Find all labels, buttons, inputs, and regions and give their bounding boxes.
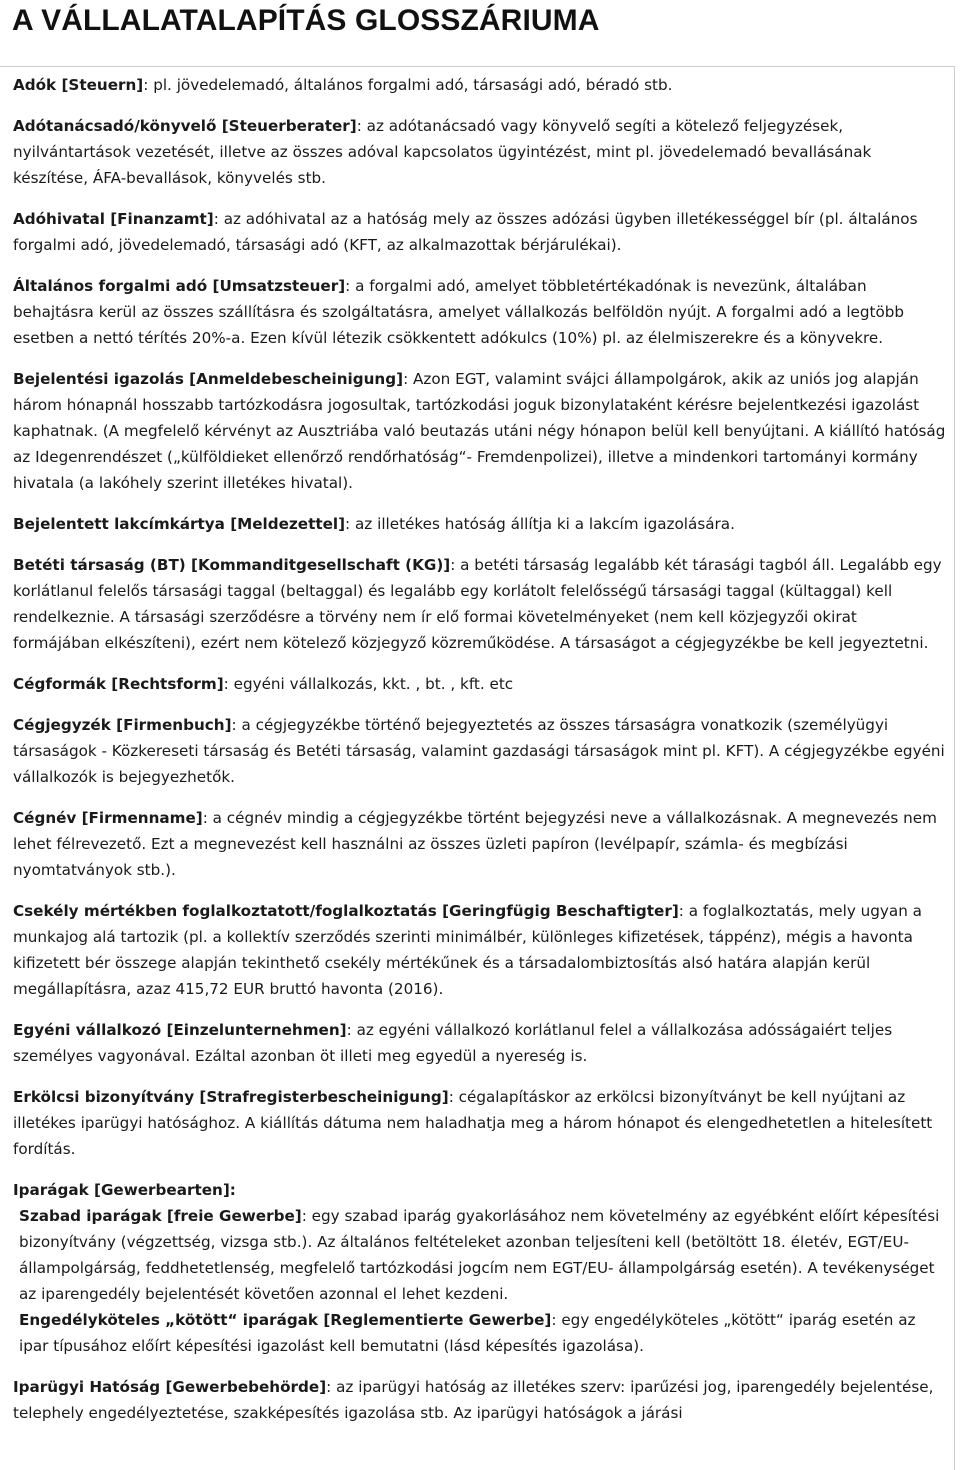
glossary-entry: [13, 1084, 948, 1162]
entry-definition: : az egyéni vállalkozó korlátlanul felel a vállalkozása adósságaiért teljes személyes vagyonával. Ezáltal azonban öt illeti meg egyedül a nyereség is.: [13, 1021, 893, 1065]
entry-term: Erkölcsi bizonyítvány [Strafregisterbescheinigung]: [13, 1088, 449, 1106]
entry-term: Cégformák [Rechtsform]: [13, 675, 224, 693]
entry-definition: : a betéti társaság legalább két tárasági tagból áll. Legalább egy korlátlanul felelős társasági taggal (beltaggal) és legalább egy korlátolt felelősségű társasági taggal (kültaggal) kell rendelkeznie. A társasági szerződésre a törvény nem ír elő formai követelményeket (nem kell közjegyzői okirat formájában elkészíteni), ezért nem kötelező közjegyző közreműködése. A társaságot a cégjegyzékbe be kell jegyeztetni.: [13, 556, 942, 652]
entry-term: Betéti társaság (BT) [Kommanditgesellschaft (KG)]: [13, 556, 451, 574]
entry-term: Bejelentett lakcímkártya [Meldezettel]: [13, 515, 346, 533]
entry-definition: : Azon EGT, valamint svájci állampolgárok, akik az uniós jog alapján három hónapnál hosszabb tartózkodásra jogosultak, tartózkodási joguk bizonylataként kérésre bejelentkezési igazolást kaphatnak. (A megfelelő kérvényt az Ausztriába való beutazás utáni négy hónapon belül kell benyújtani. A kiállító hatóság az Idegenrendészet („külföldieket ellenőrző rendőrhatóság“- Fremdenpolizei), illetve a mindenkori tartományi kormány hivatala (a lakóhely szerint illetékes hivatal).: [13, 370, 946, 492]
entry-definition: : cégalapításkor az erkölcsi bizonyítványt be kell nyújtani az illetékes iparügyi hatósághoz. A kiállítás dátuma nem haladhatja meg a három hónapot és elengedhetetlen a hitelesített fordítás.: [13, 1088, 933, 1158]
entry-term: Szabad iparágak [freie Gewerbe]: [19, 1207, 302, 1225]
entry-term: Bejelentési igazolás [Anmeldebescheinigung]: [13, 370, 404, 388]
glossary-entry: [13, 206, 948, 258]
entry-definition: : az iparügyi hatóság az illetékes szerv: iparűzési jog, iparengedély bejelentése, telephely engedélyeztetése, szakképesítés igazolása stb. Az iparügyi hatóságok a járási: [13, 1378, 934, 1422]
entry-term: Cégnév [Firmenname]: [13, 809, 203, 827]
entry-term: Adóhivatal [Finanzamt]: [13, 210, 214, 228]
entry-definition: : az illetékes hatóság állítja ki a lakcím igazolására.: [345, 515, 735, 533]
glossary-entry: [13, 366, 948, 496]
entry-definition: : a foglalkoztatás, mely ugyan a munkajog alá tartozik (pl. a kollektív szerződés szerinti minimálbér, különleges kifizetések, táppénz), mégis a havonta kifizetett bér összege alapján tekinthető csekély mértékűnek és a társadalombiztosítás alsó határa alapján kerül megállapításra, azaz 415,72 EUR bruttó havonta (2016).: [13, 902, 922, 998]
sub-entry: [13, 1203, 948, 1307]
entry-definition: : pl. jövedelemadó, általános forgalmi adó, társasági adó, béradó stb.: [143, 76, 673, 94]
entry-definition: : egyéni vállalkozás, kkt. , bt. , kft. etc: [223, 675, 514, 693]
glossary-entry: [13, 1374, 948, 1426]
glossary-entry: [13, 898, 948, 1002]
entry-definition: : a forgalmi adó, amelyet többletértékadónak is nevezünk, általában behajtásra kerül az összes szállításra és szolgáltatásra, amelyet vállalkozás belföldön nyújt. A forgalmi adó a legtöbb esetben a nettó térítés 20%-a. Ezen kívül létezik csökkentett adókulcs (10%) pl. az élelmiszerekre és a könyvekre.: [13, 277, 905, 347]
page-title: A VÁLLALATALAPÍTÁS GLOSSZÁRIUMA: [12, 4, 600, 37]
entry-definition: : az adóhivatal az a hatóság mely az összes adózási ügyben illetékességgel bír (pl. általános forgalmi adó, jövedelemadó, társasági adó (KFT, az alkalmazottak bérjárulékai).: [13, 210, 918, 254]
glossary-entry: [13, 805, 948, 883]
glossary-entry-iparagak: [13, 1177, 948, 1359]
glossary-entry: [13, 273, 948, 351]
entry-term: Adótanácsadó/könyvelő [Steuerberater]: [13, 117, 357, 135]
entry-definition: : a cégnév mindig a cégjegyzékbe történt bejegyzési neve a vállalkozásnak. A megnevezés nem lehet félrevezető. Ezt a megnevezést kell használni az összes üzleti papíron (levélpapír, számla- és megbízási nyomtatványok stb.).: [13, 809, 937, 879]
entry-definition: : egy szabad iparág gyakorlásához nem követelmény az egyébként előírt képesítési bizonyítvány (végzettség, vizsga stb.). Az általános feltételeket azonban teljesíteni kell (betöltött 18. életév, EGT/EU- állampolgárság, feddhetetlenség, megfelelő tartózkodási jogcím nem EGT/EU- állampolgárság esetén). A tevékenységet az iparengedély bejelentését követően azonnal el lehet kezdeni.: [19, 1207, 940, 1303]
glossary-entry: [13, 72, 948, 98]
glossary-entry: [13, 552, 948, 656]
sub-entry: [13, 1307, 948, 1359]
glossary-entry: [13, 1017, 948, 1069]
entry-term: Adók [Steuern]: [13, 76, 144, 94]
glossary-entry: [13, 511, 948, 537]
entry-definition: : egy engedélyköteles „kötött“ iparág esetén az ipar típusához előírt képesítési igazolást kell bemutatni (lásd képesítés igazolása).: [19, 1311, 916, 1355]
glossary-entry: [13, 113, 948, 191]
entry-definition: : a cégjegyzékbe történő bejegyeztetés az összes társaságra vonatkozik (személyügyi társaságok - Közkereseti társaság és Betéti társaság, valamint gazdasági társaságok mint pl. KFT). A cégjegyzékbe egyéni vállalkozók is bejegyezhetők.: [13, 716, 945, 786]
glossary-body: [13, 72, 948, 1441]
entry-term: Iparügyi Hatóság [Gewerbebehörde]: [13, 1378, 327, 1396]
glossary-entry: [13, 671, 948, 697]
entry-term: Egyéni vállalkozó [Einzelunternehmen]: [13, 1021, 347, 1039]
entry-term: Cégjegyzék [Firmenbuch]: [13, 716, 232, 734]
entry-term: Engedélyköteles „kötött“ iparágak [Reglementierte Gewerbe]: [19, 1311, 552, 1329]
entry-definition: : az adótanácsadó vagy könyvelő segíti a kötelező feljegyzések, nyilvántartások vezetését, illetve az összes adóval kapcsolatos ügyintézést, mint pl. jövedelemadó bevallásának készítése, ÁFA-bevallások, könyvelés stb.: [13, 117, 872, 187]
entry-heading: Iparágak [Gewerbearten]:: [13, 1181, 236, 1199]
entry-term: Általános forgalmi adó [Umsatzsteuer]: [13, 277, 346, 295]
entry-term: Csekély mértékben foglalkoztatott/foglalkoztatás [Geringfügig Beschaftigter]: [13, 902, 679, 920]
glossary-entry: [13, 712, 948, 790]
